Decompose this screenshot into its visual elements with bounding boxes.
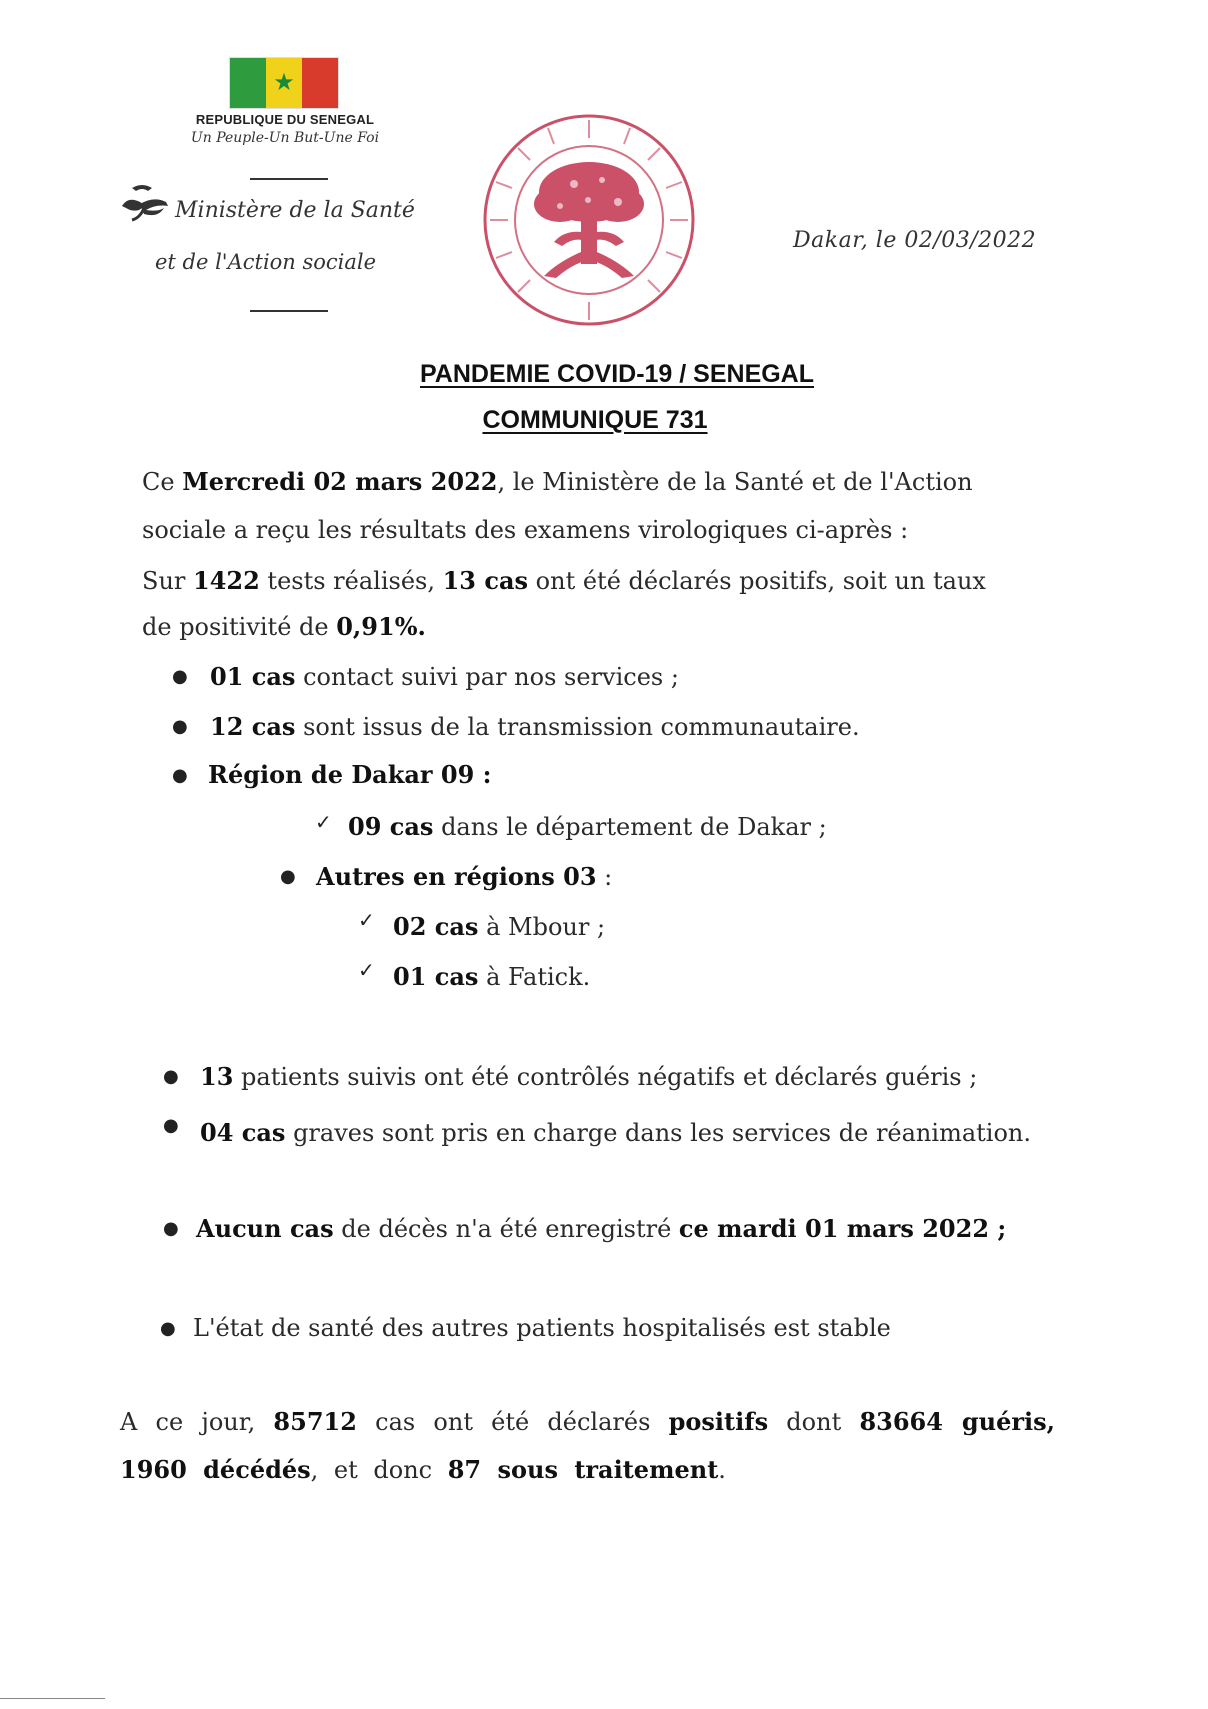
text: Ce	[142, 468, 183, 496]
checkmark-icon: ✓	[358, 958, 375, 982]
text: de décès n'a été enregistré	[333, 1215, 679, 1243]
text: patients suivis ont été contrôlés négatifs et déclarés guéris ;	[233, 1063, 978, 1091]
text: cas ont été déclarés	[356, 1408, 669, 1436]
list-item	[200, 1110, 1060, 1156]
sub-list-item	[316, 860, 612, 894]
bullet-icon: ●	[172, 716, 188, 737]
official-stamp-seal	[478, 112, 700, 328]
divider	[250, 178, 328, 180]
bold-text: 1422	[193, 566, 260, 595]
bullet-icon: ●	[163, 1066, 179, 1087]
bold-text: 02 cas	[393, 912, 479, 941]
text: à Mbour ;	[478, 913, 606, 941]
bullet-icon: ●	[172, 666, 188, 687]
national-motto: Un Peuple-Un But-Une Foi	[190, 130, 380, 146]
text: A ce jour,	[120, 1408, 274, 1436]
text: , et donc	[310, 1456, 448, 1484]
bold-text: 87 sous traitement	[447, 1455, 719, 1484]
text: contact suivi par nos services ;	[295, 663, 679, 691]
text: graves sont pris en charge dans les services de réanimation.	[285, 1119, 1031, 1147]
bold-text: 09 cas	[348, 812, 434, 841]
list-item	[210, 660, 679, 694]
text: :	[596, 863, 613, 891]
bullet-icon: ●	[160, 1318, 176, 1339]
bold-text: positifs	[668, 1407, 769, 1436]
ministry-name-line2: et de l'Action sociale	[155, 250, 377, 274]
sub-list-item	[393, 910, 605, 944]
scan-edge-line	[0, 1698, 105, 1699]
divider	[250, 310, 328, 312]
intro-line-2	[142, 514, 908, 547]
list-item	[193, 1312, 891, 1345]
intro-line-4	[142, 610, 426, 644]
republic-label: REPUBLIQUE DU SENEGAL	[195, 112, 375, 127]
text: dont	[768, 1408, 860, 1436]
bold-text: Autres en régions 03	[316, 862, 597, 891]
sub-list-item	[393, 960, 590, 994]
text: sont issus de la transmission communautaire.	[295, 713, 860, 741]
text: dans le département de Dakar ;	[433, 813, 827, 841]
bold-text: 83664 guéris, 1960 décédés	[120, 1407, 1055, 1484]
bold-text: ;	[989, 1214, 1007, 1243]
bullet-icon: ●	[280, 866, 296, 887]
flag-green-band	[230, 58, 266, 108]
sub-list-item	[348, 810, 827, 844]
flag-red-band	[302, 58, 338, 108]
bold-text: 01 cas	[210, 662, 296, 691]
checkmark-icon: ✓	[358, 908, 375, 932]
document-title: PANDEMIE COVID-19 / SENEGAL	[419, 360, 815, 388]
text: à Fatick.	[478, 963, 591, 991]
intro-line-3	[142, 564, 986, 598]
list-item	[210, 710, 860, 744]
text: ont été déclarés positifs, soit un taux	[528, 567, 986, 595]
text: tests réalisés,	[259, 567, 443, 595]
ministry-logo-icon	[118, 182, 170, 228]
ministry-name-line1: Ministère de la Santé	[175, 198, 415, 223]
text: Sur	[142, 567, 193, 595]
text: sociale a reçu les résultats des examens virologiques ci-après :	[142, 516, 909, 544]
bold-text: Aucun cas	[196, 1214, 334, 1243]
list-item	[208, 758, 492, 792]
checkmark-icon: ✓	[315, 810, 332, 834]
text: L'état de santé des autres patients hospitalisés est stable	[193, 1314, 891, 1342]
bold-text: 85712	[273, 1407, 357, 1436]
bullet-icon: ●	[163, 1218, 179, 1239]
bold-text: 13 cas	[442, 566, 529, 595]
bold-text: Mercredi 02 mars 2022	[182, 467, 498, 496]
bold-text: 13	[200, 1062, 234, 1091]
intro-line-1	[142, 465, 973, 499]
document-date: Dakar, le 02/03/2022	[793, 228, 1037, 253]
star-icon: ★	[273, 68, 295, 96]
communique-number: COMMUNIQUE 731	[482, 406, 708, 434]
bold-text: 01 cas	[393, 962, 479, 991]
summary-paragraph	[120, 1398, 1055, 1494]
bold-text: 04 cas	[200, 1118, 286, 1147]
bold-text: ce mardi 01 mars 2022	[678, 1214, 990, 1243]
bold-text: Région de Dakar 09 :	[208, 760, 492, 789]
bold-text: 12 cas	[210, 712, 296, 741]
list-item	[200, 1060, 977, 1094]
bullet-icon: ●	[172, 765, 188, 786]
list-item	[196, 1212, 1006, 1246]
bold-text: 0,91%.	[336, 612, 426, 641]
senegal-flag-icon	[230, 58, 338, 108]
text: , le Ministère de la Santé et de l'Action	[497, 468, 973, 496]
bullet-icon: ●	[163, 1115, 179, 1136]
text: .	[718, 1456, 726, 1484]
text: de positivité de	[142, 613, 337, 641]
flag-yellow-band	[266, 58, 302, 108]
